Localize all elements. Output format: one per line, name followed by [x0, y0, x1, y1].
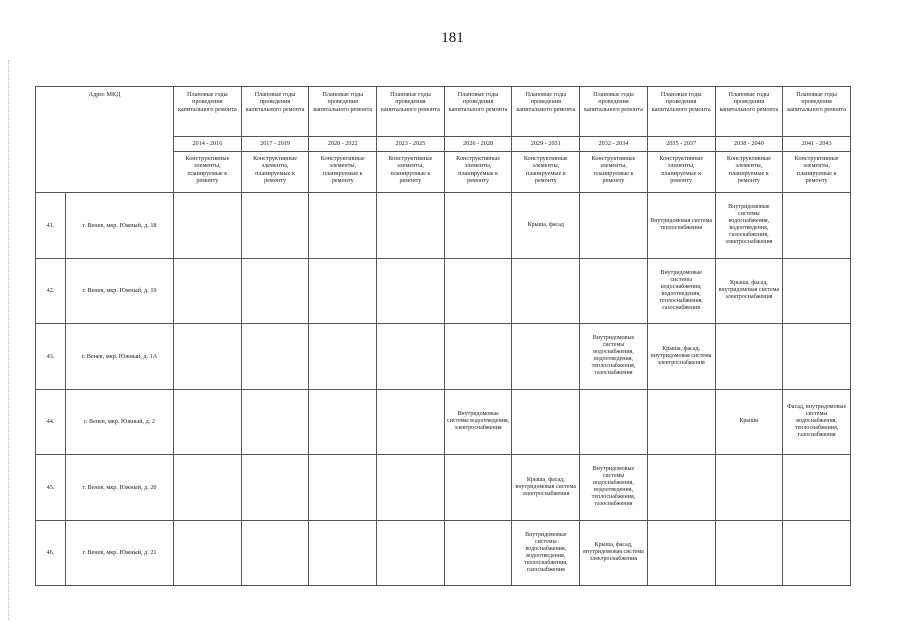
- table-row: [36, 389, 851, 455]
- repair-elements-cell: [309, 520, 377, 586]
- table-row: [36, 324, 851, 390]
- repair-elements-cell: [377, 193, 445, 259]
- period-title-header: Плановые годы проведения капитального ремонта: [715, 87, 783, 137]
- repair-elements-cell: Внутридомовые системы водоснабжения, водоотведения, газоснабжения, электроснабжения: [715, 193, 783, 259]
- repair-elements-cell: [512, 389, 580, 455]
- repair-elements-cell: Внутридомовые системы водоснабжения, водоотведения, теплоснабжения, газоснабжения: [512, 520, 580, 586]
- repair-elements-cell: [377, 258, 445, 324]
- elements-header: Конструктивные элементы, планируемые к ремонту: [580, 152, 648, 193]
- repair-elements-cell: Крыша, фасад, внутридомовая система электроснабжения: [580, 520, 648, 586]
- elements-header: Конструктивные элементы, планируемые к ремонту: [174, 152, 242, 193]
- period-years-header: 2029 - 2031: [512, 137, 580, 152]
- period-years-header: 2017 - 2019: [241, 137, 309, 152]
- repair-elements-cell: [444, 193, 512, 259]
- repair-elements-cell: [377, 389, 445, 455]
- elements-header: Конструктивные элементы, планируемые к ремонту: [377, 152, 445, 193]
- row-number: 44.: [36, 389, 66, 455]
- repair-elements-cell: Крыша, фасад, внутридомовая система электроснабжения: [512, 455, 580, 521]
- elements-header: Конструктивные элементы, планируемые к ремонту: [783, 152, 851, 193]
- period-years-header: 2026 - 2028: [444, 137, 512, 152]
- elements-header: Конструктивные элементы, планируемые к ремонту: [241, 152, 309, 193]
- row-number: 46.: [36, 520, 66, 586]
- repair-elements-cell: [309, 193, 377, 259]
- period-years-header: 2032 - 2034: [580, 137, 648, 152]
- table-row: [36, 520, 851, 586]
- repair-elements-cell: [444, 520, 512, 586]
- row-number: 42.: [36, 258, 66, 324]
- repair-elements-cell: [174, 455, 242, 521]
- repair-elements-cell: [174, 389, 242, 455]
- repair-elements-cell: [512, 258, 580, 324]
- building-address: г. Венев, мкр. Южный, д. 2: [66, 389, 174, 455]
- repair-elements-cell: [647, 455, 715, 521]
- repair-elements-cell: Крыша, фасад, внутридомовая система электроснабжения: [647, 324, 715, 390]
- period-title-header: Плановые годы проведения капитального ремонта: [241, 87, 309, 137]
- period-years-header: 2014 - 2016: [174, 137, 242, 152]
- repair-elements-cell: [377, 520, 445, 586]
- period-years-header: 2023 - 2025: [377, 137, 445, 152]
- repair-elements-cell: Внутридомовые системы водоснабжения, водоотведения, теплоснабжения, газоснабжения: [580, 455, 648, 521]
- repair-elements-cell: [783, 455, 851, 521]
- repair-elements-cell: Крыши: [715, 389, 783, 455]
- repair-elements-cell: [241, 520, 309, 586]
- scan-edge-mark: [8, 60, 10, 620]
- repair-elements-cell: [174, 520, 242, 586]
- repair-elements-cell: [309, 258, 377, 324]
- row-number: 41.: [36, 193, 66, 259]
- repair-elements-cell: Крыша, фасад: [512, 193, 580, 259]
- row-number: 43.: [36, 324, 66, 390]
- repair-elements-cell: [174, 193, 242, 259]
- building-address: г. Венев, мкр. Южный, д. 20: [66, 455, 174, 521]
- repair-elements-cell: [377, 455, 445, 521]
- repair-elements-cell: [174, 258, 242, 324]
- repair-elements-cell: [444, 455, 512, 521]
- repair-elements-cell: Крыша, фасад, внутридомовая система электроснабжения: [715, 258, 783, 324]
- repair-elements-cell: Внутридомовые системы водоснабжения, водоотведения, теплоснабжения, газоснабжения: [580, 324, 648, 390]
- repair-elements-cell: [580, 258, 648, 324]
- elements-header: Конструктивные элементы, планируемые к ремонту: [715, 152, 783, 193]
- repair-elements-cell: [715, 324, 783, 390]
- elements-header: Конструктивные элементы, планируемые к ремонту: [309, 152, 377, 193]
- period-title-header: Плановые годы проведения капитального ремонта: [377, 87, 445, 137]
- repair-elements-cell: [309, 455, 377, 521]
- table-row: [36, 193, 851, 259]
- elements-header: Конструктивные элементы, планируемые к ремонту: [647, 152, 715, 193]
- repair-elements-cell: [783, 258, 851, 324]
- building-address: г. Венев, мкр. Южный, д. 21: [66, 520, 174, 586]
- table-row: [36, 258, 851, 324]
- repair-schedule-table: [35, 86, 851, 586]
- repair-elements-cell: [647, 389, 715, 455]
- repair-elements-cell: [309, 324, 377, 390]
- elements-header: Конструктивные элементы, планируемые к ремонту: [444, 152, 512, 193]
- repair-elements-cell: [241, 455, 309, 521]
- building-address: г. Венев, мкр. Южный, д. 19: [66, 258, 174, 324]
- period-title-header: Плановые годы проведения капитального ремонта: [512, 87, 580, 137]
- repair-elements-cell: Фасад, внутридомовые системы водоснабжения, теплоснабжения, газоснабжения: [783, 389, 851, 455]
- period-years-header: 2038 - 2040: [715, 137, 783, 152]
- period-title-header: Плановые годы проведения капитального ремонта: [444, 87, 512, 137]
- repair-elements-cell: [444, 324, 512, 390]
- repair-elements-cell: [783, 324, 851, 390]
- period-title-header: Плановые годы проведения капитального ремонта: [580, 87, 648, 137]
- repair-elements-cell: [241, 258, 309, 324]
- repair-elements-cell: [377, 324, 445, 390]
- repair-elements-cell: [783, 193, 851, 259]
- repair-elements-cell: [309, 389, 377, 455]
- period-years-header: 2041 - 2043: [783, 137, 851, 152]
- repair-elements-cell: [580, 193, 648, 259]
- repair-elements-cell: [783, 520, 851, 586]
- repair-elements-cell: [444, 258, 512, 324]
- period-title-header: Плановые годы проведения капитального ремонта: [309, 87, 377, 137]
- repair-elements-cell: Внутридомовые системы водоснабжения, водоотведения, теплоснабжения, газоснабжения: [647, 258, 715, 324]
- period-title-header: Плановые годы проведения капитального ремонта: [783, 87, 851, 137]
- row-number: 45.: [36, 455, 66, 521]
- repair-elements-cell: Внутридомовые системы водоотведения, электроснабжения: [444, 389, 512, 455]
- repair-elements-cell: [647, 520, 715, 586]
- repair-elements-cell: [715, 455, 783, 521]
- repair-elements-cell: [512, 324, 580, 390]
- repair-elements-cell: Внутридомовая система теплоснабжения: [647, 193, 715, 259]
- repair-elements-cell: [241, 389, 309, 455]
- repair-elements-cell: [174, 324, 242, 390]
- repair-elements-cell: [241, 193, 309, 259]
- repair-elements-cell: [241, 324, 309, 390]
- building-address: г. Венев, мкр. Южный, д. 18: [66, 193, 174, 259]
- period-title-header: Плановые годы проведения капитального ремонта: [647, 87, 715, 137]
- repair-elements-cell: [715, 520, 783, 586]
- repair-elements-cell: [580, 389, 648, 455]
- table-row: [36, 455, 851, 521]
- page-number: 181: [441, 30, 464, 46]
- period-years-header: 2035 - 2037: [647, 137, 715, 152]
- building-address: г. Венев, мкр. Южный, д. 1А: [66, 324, 174, 390]
- period-years-header: 2020 - 2022: [309, 137, 377, 152]
- period-title-header: Плановые годы проведения капитального ремонта: [174, 87, 242, 137]
- elements-header: Конструктивные элементы, планируемые к ремонту: [512, 152, 580, 193]
- address-column-header: Адрес МКД: [36, 87, 174, 193]
